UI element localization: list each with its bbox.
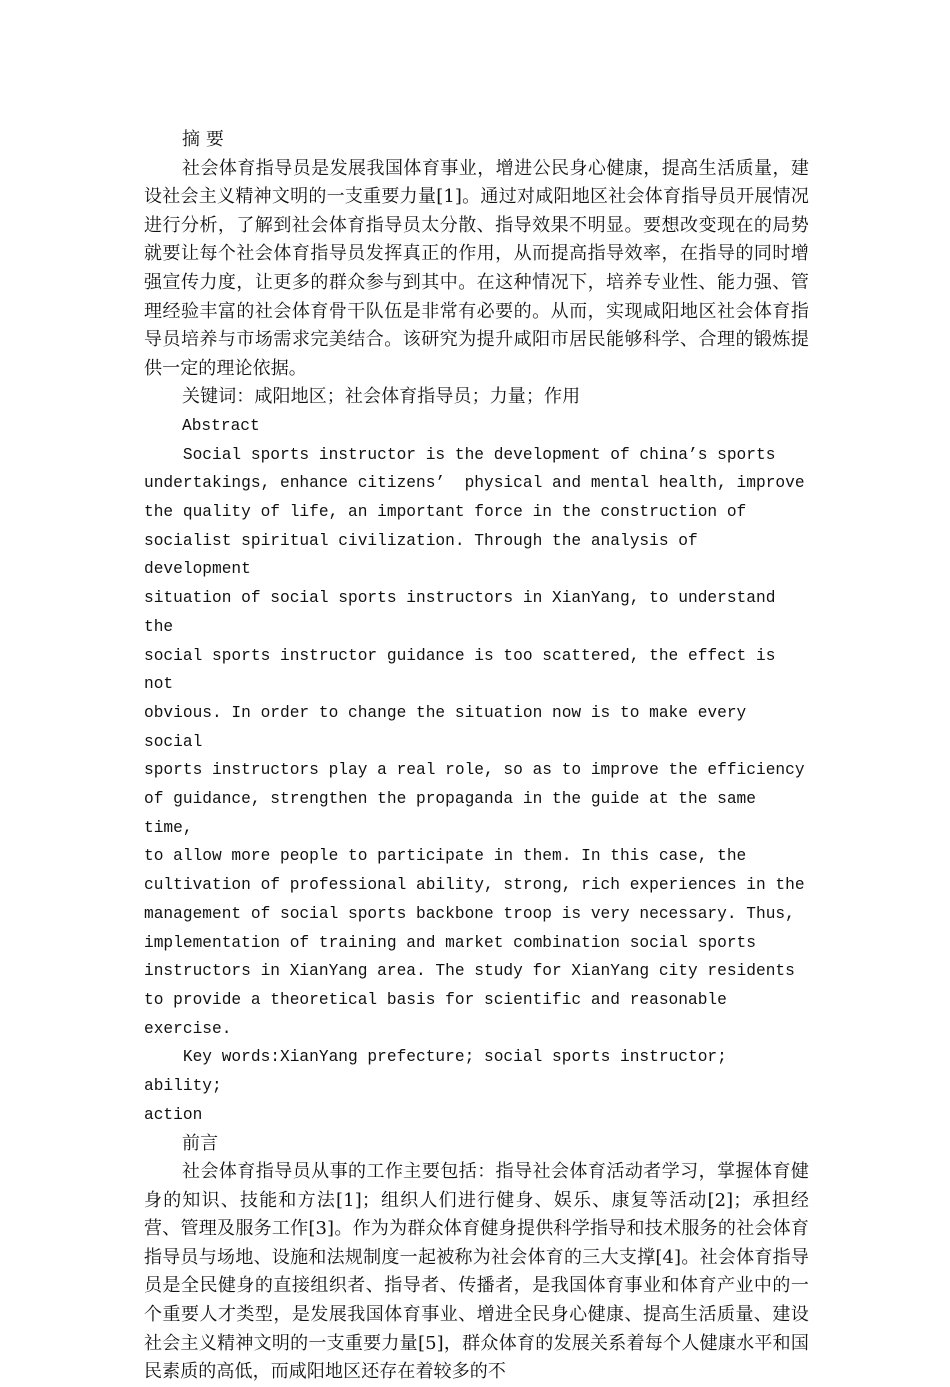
abstract-en-line: to allow more people to participate in them. In this case, the [144,847,747,866]
abstract-en-line: situation of social sports instructors in XianYang, to understand the [144,589,786,636]
abstract-en-line: socialist spiritual civilization. Through the analysis of development [144,531,708,579]
abstract-en-line: exercise. [144,1019,232,1038]
abstract-en-heading: Abstract [182,416,260,435]
abstract-en-line: sports instructors play a real role, so as to improve the efficiency [144,761,805,780]
keywords-en [144,1043,809,1129]
abstract-en-line: obvious. In order to change the situation now is to make every social [144,703,756,751]
abstract-en-line: instructors in XianYang area. The study for XianYang city residents [144,962,795,981]
abstract-en-line: Social sports instructor is the development of china’s sports [144,445,776,464]
abstract-en-line: to provide a theoretical basis for scientific and reasonable [144,991,727,1009]
abstract-en-line: management of social sports backbone troop is very necessary. Thus, [144,904,795,923]
preface-body: 社会体育指导员从事的工作主要包括：指导社会体育活动者学习，掌握体育健身的知识、技能和方法[1]；组织人们进行健身、娱乐、康复等活动[2]；承担经营、管理及服务工作[3]。作为为群众体育健身提供科学指导和技术服务的社会体育指导员与场地、设施和法规制度一起被称为社会体育的三大支撑[4]。社会体育指导员是全民健身的直接组织者、指导者、传播者，是我国体育事业和体育产业中的一个重要人才类型，是发展我国体育事业、增进全民身心健康、提高生活质量、建设社会主义精神文明的一支重要力量[5]，群众体育的发展关系着每个人健康水平和国民素质的高低，而咸阳地区还存在着较多的不 [144,1161,809,1383]
abstract-en-line: social sports instructor guidance is too scattered, the effect is not [144,646,786,694]
keywords-en-line: action [144,1105,203,1124]
abstract-zh-heading: 摘 要 [182,129,225,150]
abstract-en-body [144,441,809,1044]
abstract-zh-body: 社会体育指导员是发展我国体育事业，增进公民身心健康，提高生活质量，建设社会主义精神文明的一支重要力量[1]。通过对咸阳地区社会体育指导员开展情况进行分析，了解到社会体育指导员太分散、指导效果不明显。要想改变现在的局势就要让每个社会体育指导员发挥真正的作用，从而提高指导效率，在指导的同时增强宣传力度，让更多的群众参与到其中。在这种情况下，培养专业性、能力强、管理经验丰富的社会体育骨干队伍是非常有必要的。从而，实现咸阳地区社会体育指导员培养与市场需求完美结合。该研究为提升咸阳市居民能够科学、合理的锻炼提供一定的理论依据。 [144,157,809,379]
preface-heading: 前言 [182,1132,219,1154]
abstract-en-line: of guidance, strengthen the propaganda in the guide at the same time, [144,790,766,837]
abstract-en-line: the quality of life, an important force in the construction of [144,503,747,522]
keywords-zh: 关键词：咸阳地区；社会体育指导员；力量；作用 [182,386,581,408]
abstract-en-line: undertakings, enhance citizens’ physical and mental health, improve [144,474,805,493]
document-body [144,126,809,1387]
abstract-en-line: implementation of training and market combination social sports [144,933,756,952]
abstract-en-line: cultivation of professional ability, strong, rich experiences in the [144,876,805,895]
keywords-en-line: Key words:XianYang prefecture; social sports instructor; ability; [144,1048,737,1096]
